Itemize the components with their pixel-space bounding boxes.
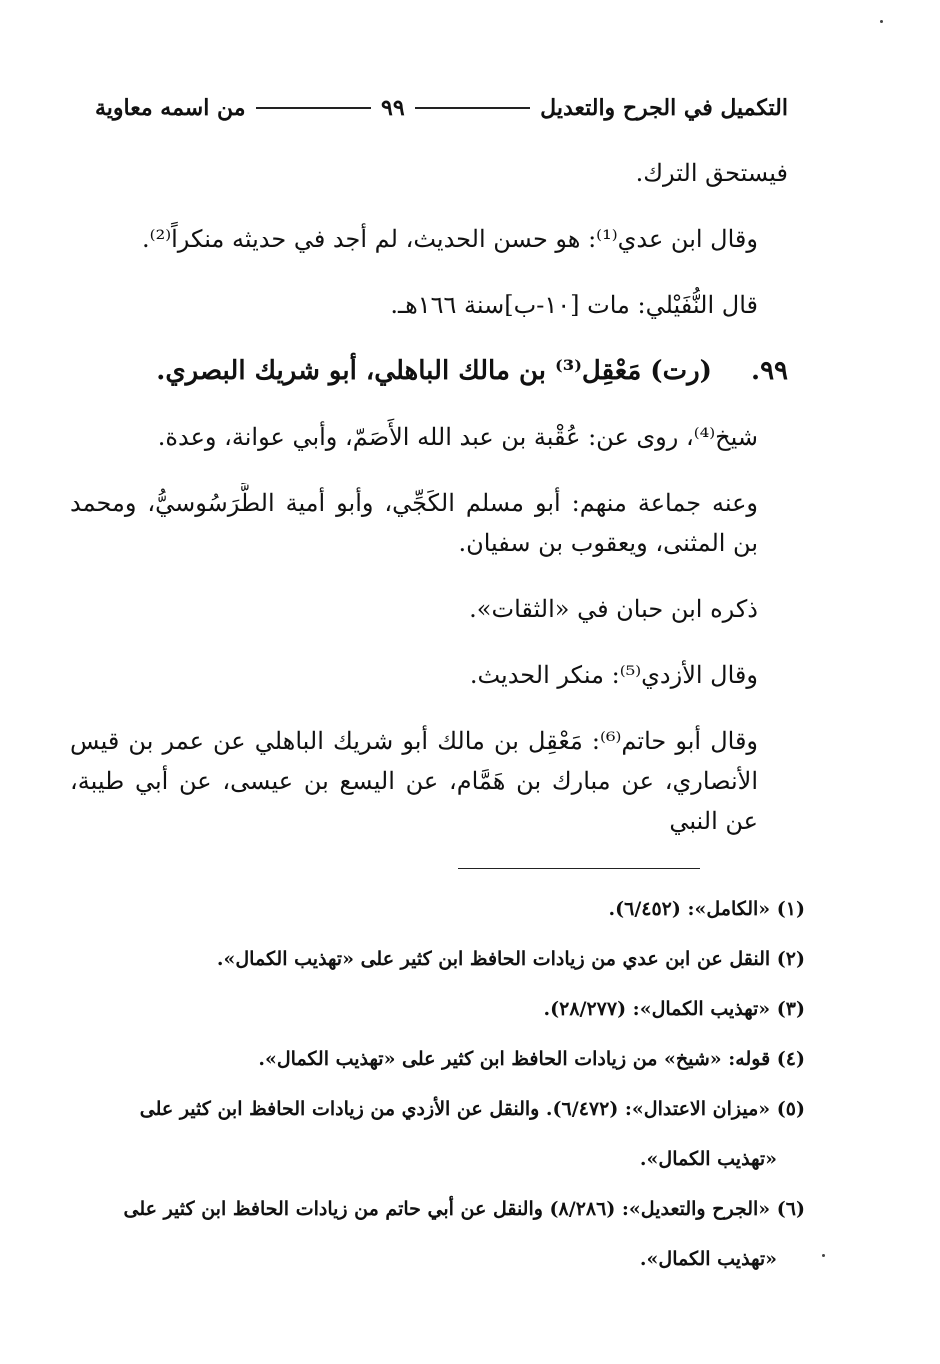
scan-speck [880, 20, 883, 23]
text-line: وقال الأزدي⁽⁵⁾: منكر الحديث. [469, 661, 758, 689]
text-line: فيستحق الترك. [635, 159, 788, 187]
footnote-separator [458, 868, 700, 869]
header-book-title: التكميل في الجرح والتعديل [540, 95, 788, 121]
running-header [95, 88, 788, 128]
footnote-5: (٥) «ميزان الاعتدال»: (٦/٤٧٢). والنقل عن الأزدي من زيادات الحافظ ابن كثير على [139, 1098, 805, 1120]
text-line: قال النُّفَيْلي: مات [١٠-ب]سنة ١٦٦هـ. [390, 291, 758, 319]
text-line: وقال ابن عدي⁽¹⁾: هو حسن الحديث، لم أجد في حديثه منكراً⁽²⁾. [142, 225, 758, 253]
footnote-5-continued: «تهذيب الكمال». [639, 1148, 777, 1170]
header-section-title: من اسمه معاوية [94, 95, 246, 121]
footnote-6: (٦) «الجرح والتعديل»: (٨/٢٨٦) والنقل عن أبي حاتم من زيادات الحافظ ابن كثير على [123, 1198, 805, 1220]
header-rule [256, 107, 371, 109]
footnote-3: (٣) «تهذيب الكمال»: (٢٨/٢٧٧). [543, 998, 805, 1020]
entry-number: ٩٩. [751, 356, 788, 386]
header-rule [415, 107, 530, 109]
entry-heading [70, 338, 788, 404]
footnote-4: (٤) قوله: «شيخ» من زيادات الحافظ ابن كثير على «تهذيب الكمال». [258, 1048, 805, 1070]
footnote-2: (٢) النقل عن ابن عدي من زيادات الحافظ ابن كثير على «تهذيب الكمال». [216, 948, 805, 970]
entry-title: (رت) مَعْقِل⁽³⁾ بن مالك الباهلي، أبو شريك البصري. [156, 356, 712, 386]
text-line: شيخ⁽⁴⁾، روى عن: عُقْبة بن عبد الله الأَصَمّ، وأبي عوانة، وعدة. [157, 423, 758, 451]
text-line: ذكره ابن حبان في «الثقات». [469, 595, 758, 623]
header-page-number: ٩٩ [381, 95, 405, 121]
footnote-6-continued: «تهذيب الكمال». [639, 1248, 777, 1270]
text-paragraph: وعنه جماعة منهم: أبو مسلم الكَجِّي، وأبو أمية الطَّرَسُوسيُّ، ومحمد بن المثنى، ويعقوب بن سفيان. [70, 489, 758, 557]
footnote-1: (١) «الكامل»: (٦/٤٥٢). [608, 898, 805, 920]
main-text [70, 140, 788, 854]
scan-speck [822, 1254, 825, 1257]
footnotes [75, 884, 805, 1284]
text-paragraph: وقال أبو حاتم⁽⁶⁾: مَعْقِل بن مالك أبو شريك الباهلي عن عمر بن قيس الأنصاري، عن مبارك بن هَمَّام، عن اليسع بن عيسى، عن أبي طيبة، عن النبي [70, 727, 759, 835]
